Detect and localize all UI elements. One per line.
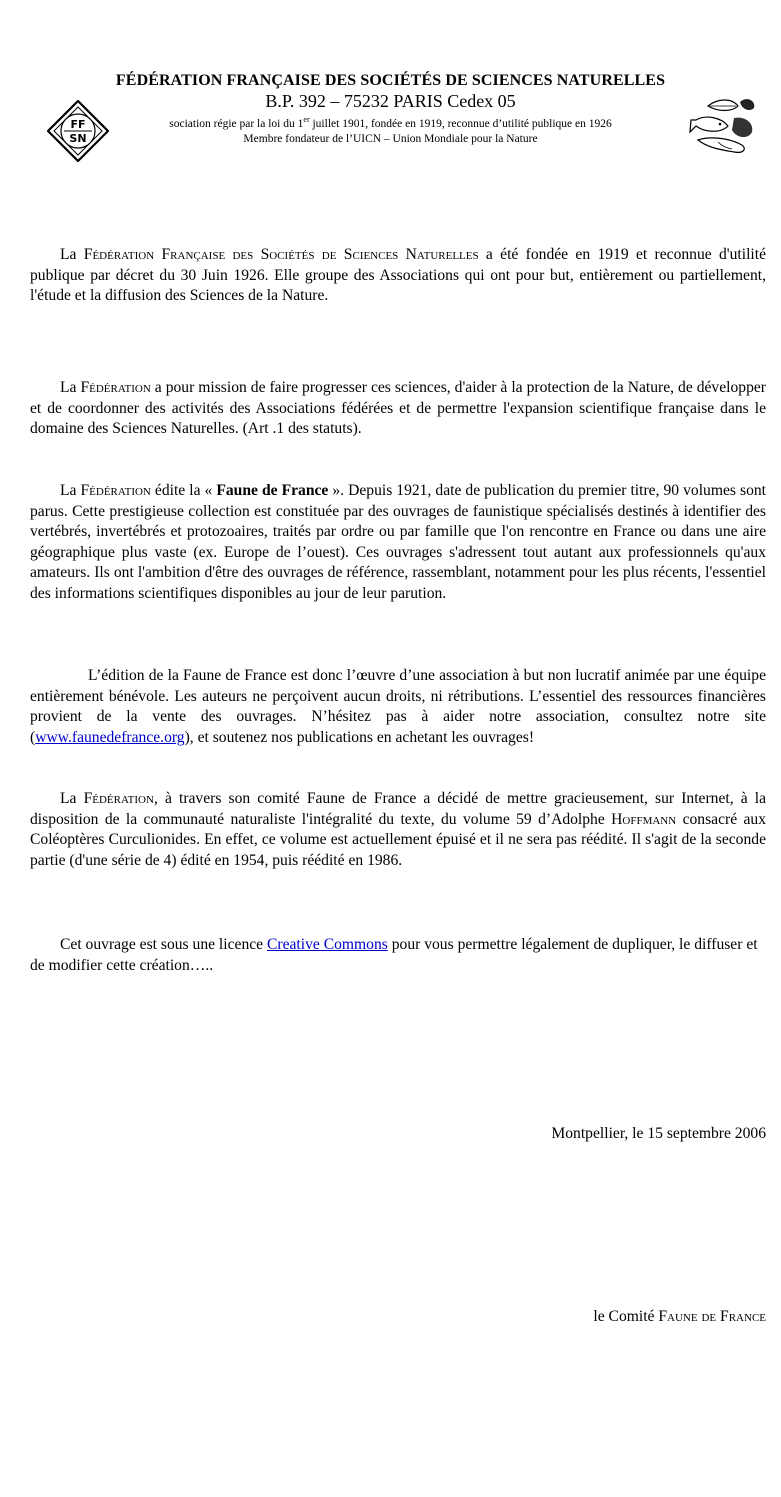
p3-federation: Fédération: [80, 482, 151, 499]
p1-text-a: La: [60, 246, 84, 263]
status-text-pre: sociation régie par la loi du 1: [169, 117, 304, 130]
p3-text-a: La: [60, 482, 81, 499]
creative-commons-link[interactable]: Creative Commons: [266, 936, 388, 953]
p1-text-c: a été fondée en 1919 et reconnue d'utilité publique par décret du 30 Juin 1926. Elle groupe des Associations qui ont pour but, entièrement ou partiellement, l'étude et la diffusion des Sciences de la Nature.: [30, 246, 767, 304]
paragraph-federation-intro: [30, 245, 766, 307]
p5-federation: Fédération: [83, 790, 154, 807]
p5-hoffmann: Hoffmann: [611, 810, 677, 828]
p4-text-b: ), et soutenez nos publications en achetant les ouvrages!: [184, 728, 535, 746]
p3-text-e: ». Depuis 1921, date de publication du premier titre, 90 volumes sont parus. Cette prestigieuse collection est constituée par des ouvrages de faunistique spécialisés destinés à identifier des vertébrés, invertébrés et protozoaires, traités par ordre ou par famille que l'on rencontre en France ou dans une aire géographique plus vaste (ex. Europe de l’ouest). Ces ouvrages s'adressent tout autant aux professionnels qu'aux amateurs. Ils ont l'ambition d'être des ouvrages de référence, rassemblant, notamment pour les plus récents, l'essentiel des informations scientifiques disponibles au jour de leur parution.: [30, 482, 766, 602]
paragraph-license: [30, 935, 766, 976]
p2-text-a: La: [60, 379, 81, 396]
p4-text-a: L’édition de la Faune de France est donc l’œuvre d’une association à but non lucratif animée par une équipe entièrement bénévole. Les auteurs ne perçoivent aucun droits, ni rétributions. L’essentiel des ressources financières provient de la vente des ouvrages. N’hésitez pas à aider notre association, consultez notre site (: [30, 667, 766, 746]
p6-text-b: pour vous permettre légalement de dupliquer, le diffuser et de modifier cette création…..: [30, 936, 758, 974]
postal-address: B.P. 392 – 75232 PARIS Cedex 05: [265, 91, 516, 111]
federation-title: FÉDÉRATION FRANÇAISE DES SOCIÉTÉS DE SCIENCES NATURELLES: [115, 72, 666, 89]
p6-text-a: Cet ouvrage est sous une licence: [60, 936, 267, 953]
p5-text-c: , à travers son comité Faune de France a décidé de mettre gracieusement, sur Internet, à la disposition de la communauté naturaliste l'intégralité du texte, du volume 59 d’Adolphe: [30, 790, 766, 828]
paragraph-publication: [30, 789, 766, 871]
logo-ff-text: FF: [70, 118, 86, 131]
logo-sn-text: SN: [69, 132, 87, 145]
paragraph-mission: [30, 378, 766, 440]
p1-federation-name: Fédération Française des Sociétés de Sciences Naturelles: [83, 246, 479, 263]
signature: [593, 1308, 766, 1326]
federation-logo-icon: [47, 100, 109, 162]
place-date: Montpellier, le 15 septembre 2006: [551, 1125, 766, 1142]
uicn-member-line: Membre fondateur de l’UICN – Union Mondiale pour la Nature: [243, 132, 538, 145]
status-sup: er: [303, 115, 310, 124]
association-status-line: [0, 112, 781, 132]
p5-text-a: La: [60, 790, 84, 807]
nature-drawing-icon: [688, 96, 760, 156]
paragraph-faune-de-france: [30, 481, 766, 604]
p2-text-c: a pour mission de faire progresser ces sciences, d'aider à la protection de la Nature, de développer et de coordonner des activités des Associations fédérées et de permettre l'expansion scientifique française dans le domaine des Sciences Naturelles. (Art .1 des statuts).: [30, 379, 766, 437]
p3-text-c: édite la «: [150, 482, 217, 499]
p2-federation: Fédération: [80, 379, 151, 396]
signature-text: le Comité: [593, 1308, 659, 1325]
paragraph-association: [30, 666, 766, 748]
letterhead: [0, 72, 781, 147]
p3-faune-de-france: Faune de France: [216, 482, 329, 499]
p5-text-e: consacré aux Coléoptères Curculionides. En effet, ce volume est actuellement épuisé et il ne sera pas réédité. Il s'agit de la seconde partie (d'une série de 4) édité en 1954, puis réédité en 1986.: [30, 810, 766, 869]
status-text-post: juillet 1901, fondée en 1919, reconnue d’utilité publique en 1926: [309, 117, 612, 130]
faunedefrance-link[interactable]: www.faunedefrance.org: [35, 728, 185, 746]
signature-committee: Faune de France: [658, 1308, 766, 1325]
